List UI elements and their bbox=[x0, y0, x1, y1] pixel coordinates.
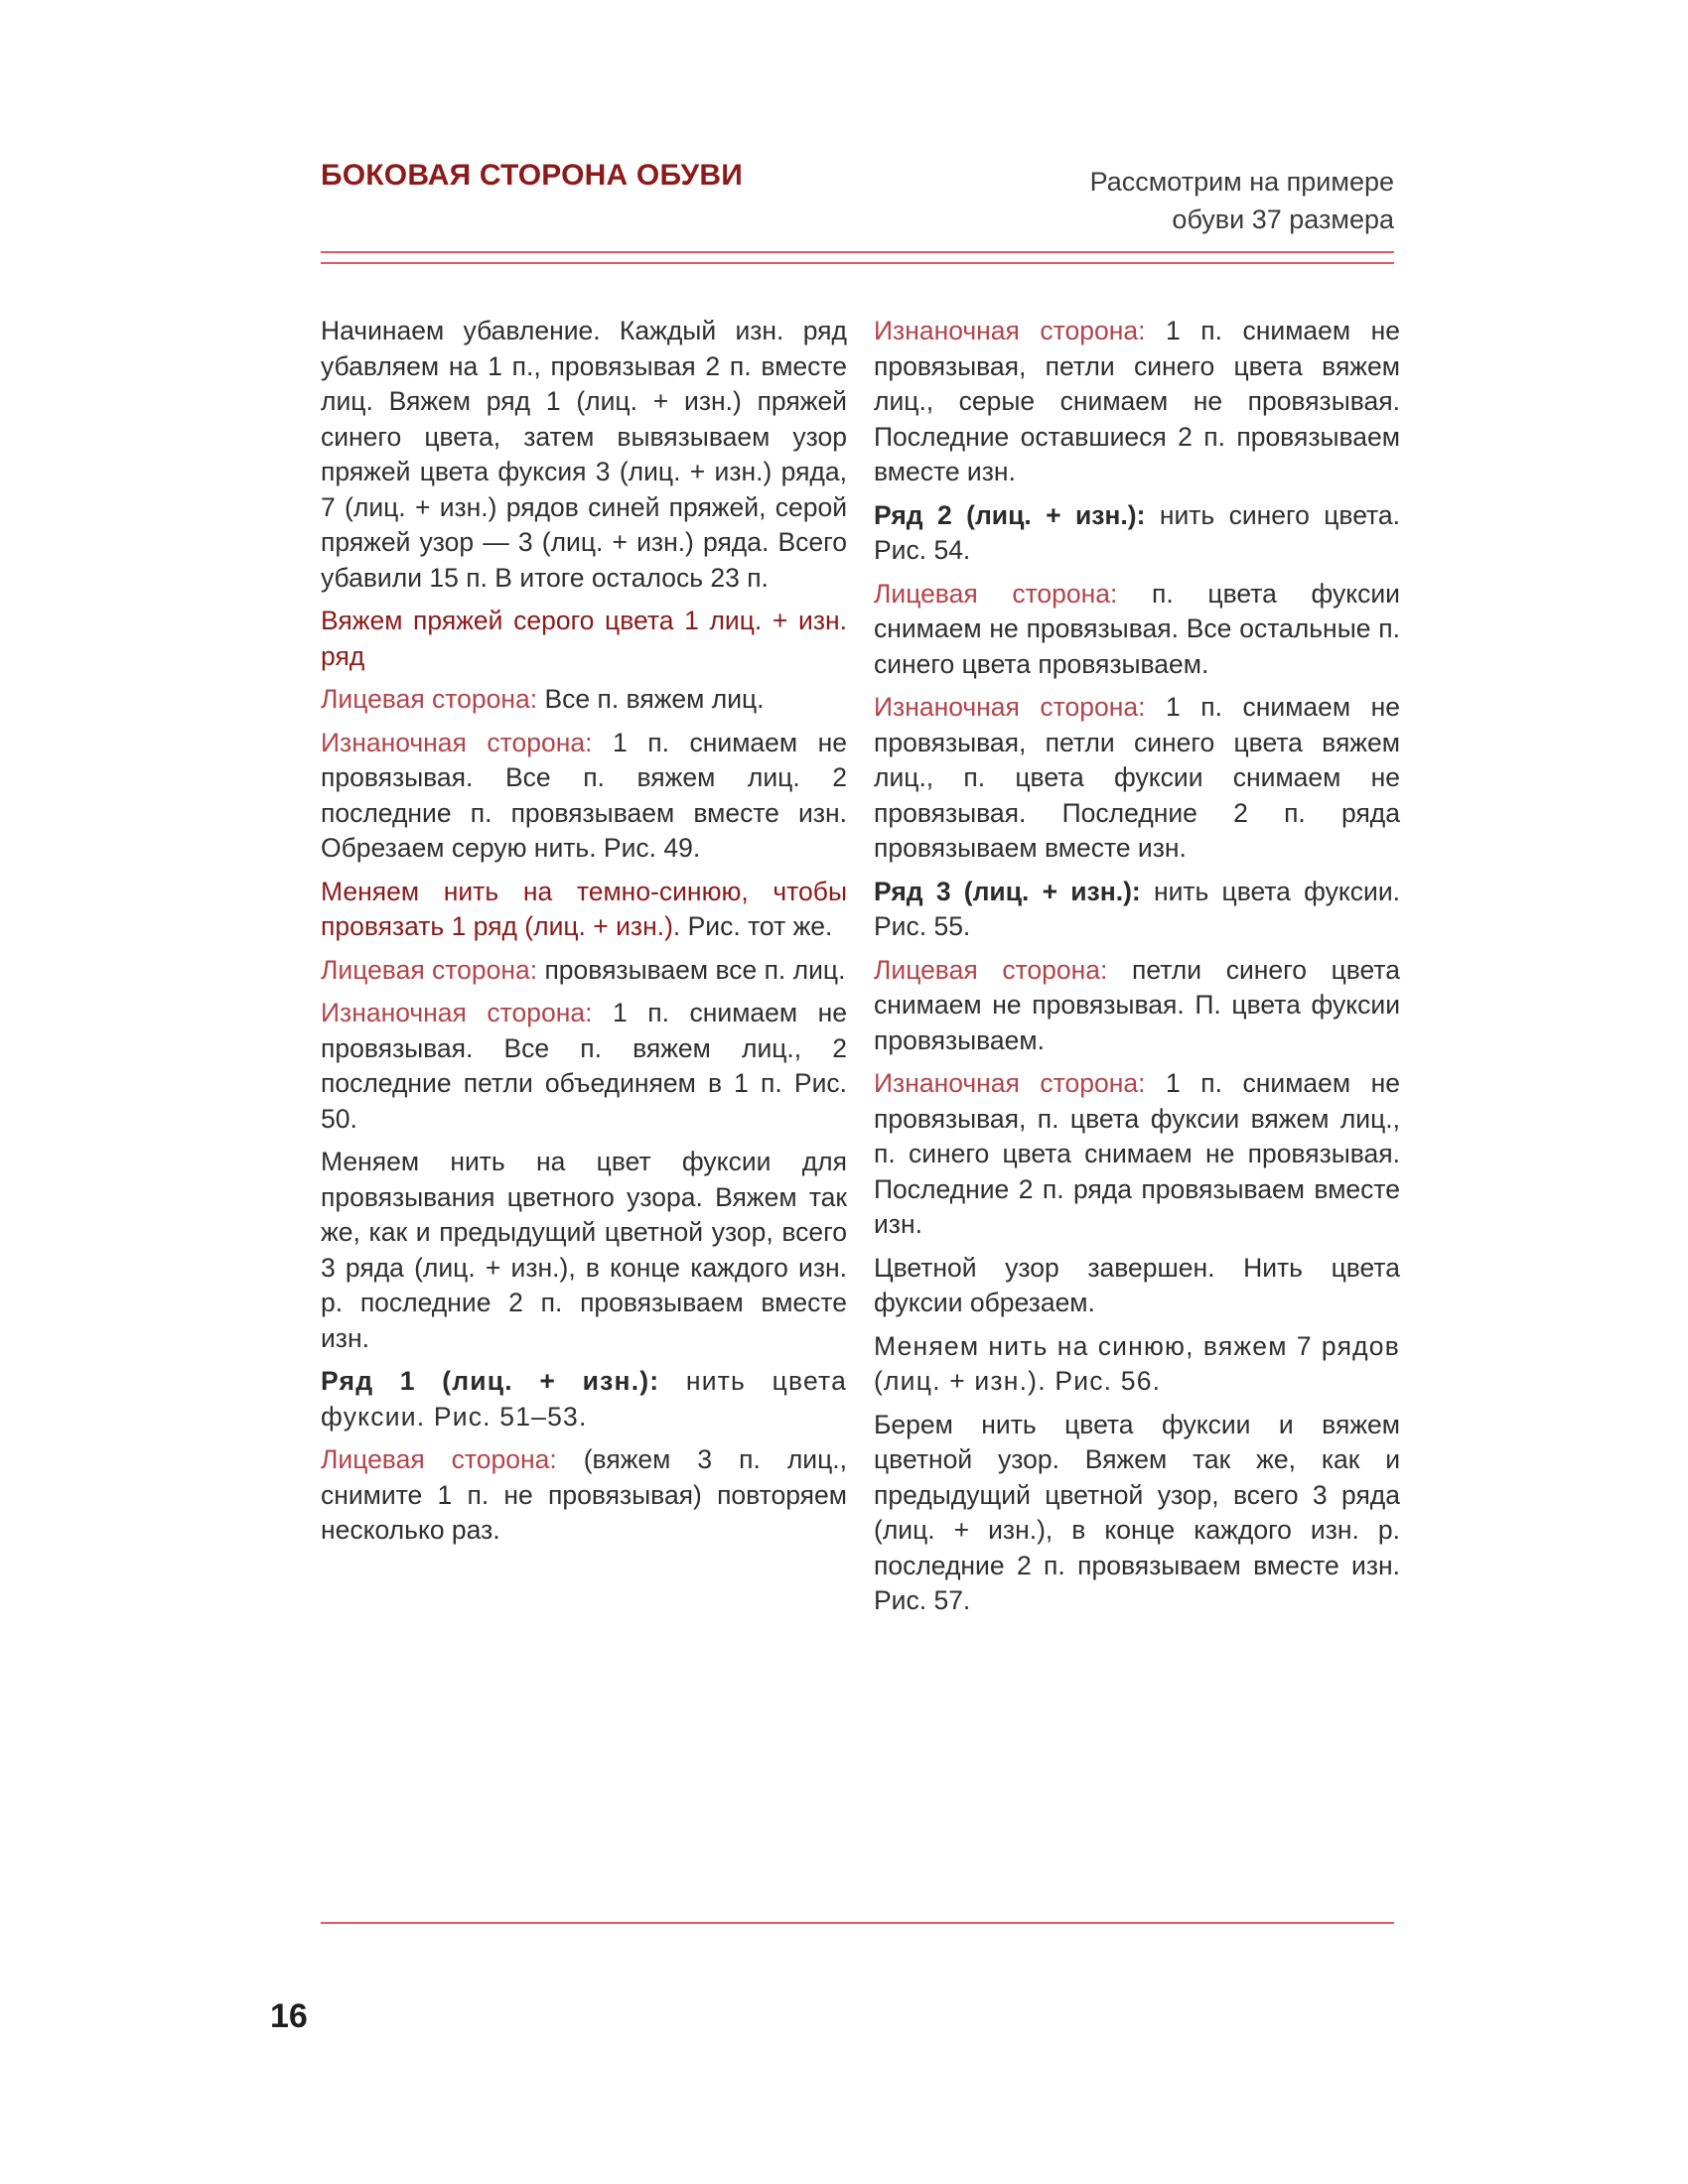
paragraph: Изнаночная сторона: 1 п. снимаем не провязывая, петли синего цвета вяжем лиц., серые снимаем не провязывая. Последние оставшиеся 2 п. провязываем вместе изн. bbox=[874, 316, 1401, 486]
paragraph: Лицевая сторона: п. цвета фуксии снимаем не провязывая. Все остальные п. синего цвета провязываем. bbox=[874, 578, 1400, 679]
paragraph: Лицевая сторона: (вяжем 3 п. лиц., снимите 1 п. не провязывая) повторяем несколько раз. bbox=[321, 1444, 847, 1545]
label-purl-side: Изнаночная сторона: bbox=[874, 692, 1146, 722]
paragraph: Изнаночная сторона: 1 п. снимаем не провязывая. Все п. вяжем лиц., 2 последние петли объединяем в 1 п. Рис. 50. bbox=[321, 998, 848, 1134]
header-rule-2 bbox=[321, 262, 1394, 264]
label-face-side: Лицевая сторона: bbox=[321, 684, 538, 714]
header-rule-1 bbox=[321, 251, 1394, 253]
footer-rule bbox=[321, 1922, 1394, 1924]
row-label: Ряд 3 (лиц. + изн.): bbox=[874, 876, 1141, 906]
label-purl-side: Изнаночная сторона: bbox=[321, 727, 593, 757]
paragraph: Начинаем убавление. Каждый изн. ряд убавляем на 1 п., провязывая 2 п. вместе лиц. Вяжем ряд 1 (лиц. + изн.) пряжей синего цвета, затем вывязываем узор пряжей цвета фуксия 3 (лиц. + изн.) ряда, 7 (лиц. + изн.) рядов синей пряжей, серой пряжей узор — 3 (лиц. + изн.) ряда. Всего убавили 15 п. В итоге осталось 23 п. bbox=[321, 316, 847, 593]
row-label: Ряд 1 (лиц. + изн.): bbox=[321, 1366, 660, 1396]
paragraph: Изнаночная сторона: 1 п. снимаем не провязывая. Все п. вяжем лиц. 2 последние п. провязываем вместе изн. Обрезаем серую нить. Рис. 49. bbox=[321, 727, 848, 863]
label-face-side: Лицевая сторона: bbox=[874, 578, 1118, 609]
section-heading: Вяжем пряжей серого цвета 1 лиц. + изн. ряд bbox=[321, 606, 847, 671]
page-subtitle bbox=[1090, 163, 1394, 238]
paragraph: Лицевая сторона: провязываем все п. лиц. bbox=[321, 954, 846, 985]
paragraph: Ряд 1 (лиц. + изн.): нить цвета фуксии. Рис. 51–53. bbox=[321, 1366, 848, 1432]
paragraph: Ряд 3 (лиц. + изн.): нить цвета фуксии. Рис. 55. bbox=[874, 876, 1400, 941]
subtitle-line-1: Рассмотрим на примере bbox=[1089, 167, 1394, 197]
paragraph: Ряд 2 (лиц. + изн.): нить синего цвета. Рис. 54. bbox=[874, 499, 1400, 565]
paragraph: Берем нить цвета фуксии и вяжем цветной узор. Вяжем так же, как и предыдущий цветной узор, всего 3 ряда (лиц. + изн.), в конце каждого изн. р. последние 2 п. провязываем вместе изн. Рис. 57. bbox=[874, 1409, 1400, 1615]
label-purl-side: Изнаночная сторона: bbox=[321, 998, 593, 1027]
section-heading: Меняем нить на темно-синюю, чтобы провязать 1 ряд (лиц. + изн.). bbox=[321, 876, 847, 941]
label-face-side: Лицевая сторона: bbox=[321, 954, 538, 985]
label-face-side: Лицевая сторона: bbox=[321, 1444, 557, 1474]
paragraph: Меняем нить на цвет фуксии для провязывания цветного узора. Вяжем так же, как и предыдущий цветной узор, всего 3 ряда (лиц. + изн.), в конце каждого изн. р. последние 2 п. провязываем вместе изн. bbox=[321, 1147, 847, 1353]
page-title: БОКОВАЯ СТОРОНА ОБУВИ bbox=[321, 159, 743, 192]
paragraph: Лицевая сторона: Все п. вяжем лиц. bbox=[321, 684, 765, 714]
subtitle-line-2: обуви 37 размера bbox=[1172, 205, 1394, 234]
label-face-side: Лицевая сторона: bbox=[874, 954, 1108, 985]
label-purl-side: Изнаночная сторона: bbox=[874, 1068, 1146, 1098]
left-column bbox=[321, 314, 847, 1557]
paragraph: Меняем нить на синюю, вяжем 7 рядов (лиц. + изн.). Рис. 56. bbox=[874, 1330, 1400, 1396]
label-purl-side: Изнаночная сторона: bbox=[874, 316, 1146, 345]
paragraph: Лицевая сторона: петли синего цвета снимаем не провязывая. П. цвета фуксии провязываем. bbox=[874, 954, 1400, 1055]
paragraph: Изнаночная сторона: 1 п. снимаем не провязывая, петли синего цвета вяжем лиц., п. цвета фуксии снимаем не провязывая. Последние 2 п. ряда провязываем вместе изн. bbox=[874, 692, 1401, 863]
paragraph: Меняем нить на темно-синюю, чтобы провязать 1 ряд (лиц. + изн.). Рис. тот же. bbox=[321, 876, 847, 941]
right-column bbox=[874, 314, 1400, 1627]
row-label: Ряд 2 (лиц. + изн.): bbox=[874, 499, 1146, 530]
paragraph: Цветной узор завершен. Нить цвета фуксии обрезаем. bbox=[874, 1252, 1400, 1317]
paragraph: Изнаночная сторона: 1 п. снимаем не провязывая, п. цвета фуксии вяжем лиц., п. синего цвета снимаем не провязывая. Последние 2 п. ряда провязываем вместе изн. bbox=[874, 1068, 1401, 1239]
page-number: 16 bbox=[270, 1997, 308, 2035]
